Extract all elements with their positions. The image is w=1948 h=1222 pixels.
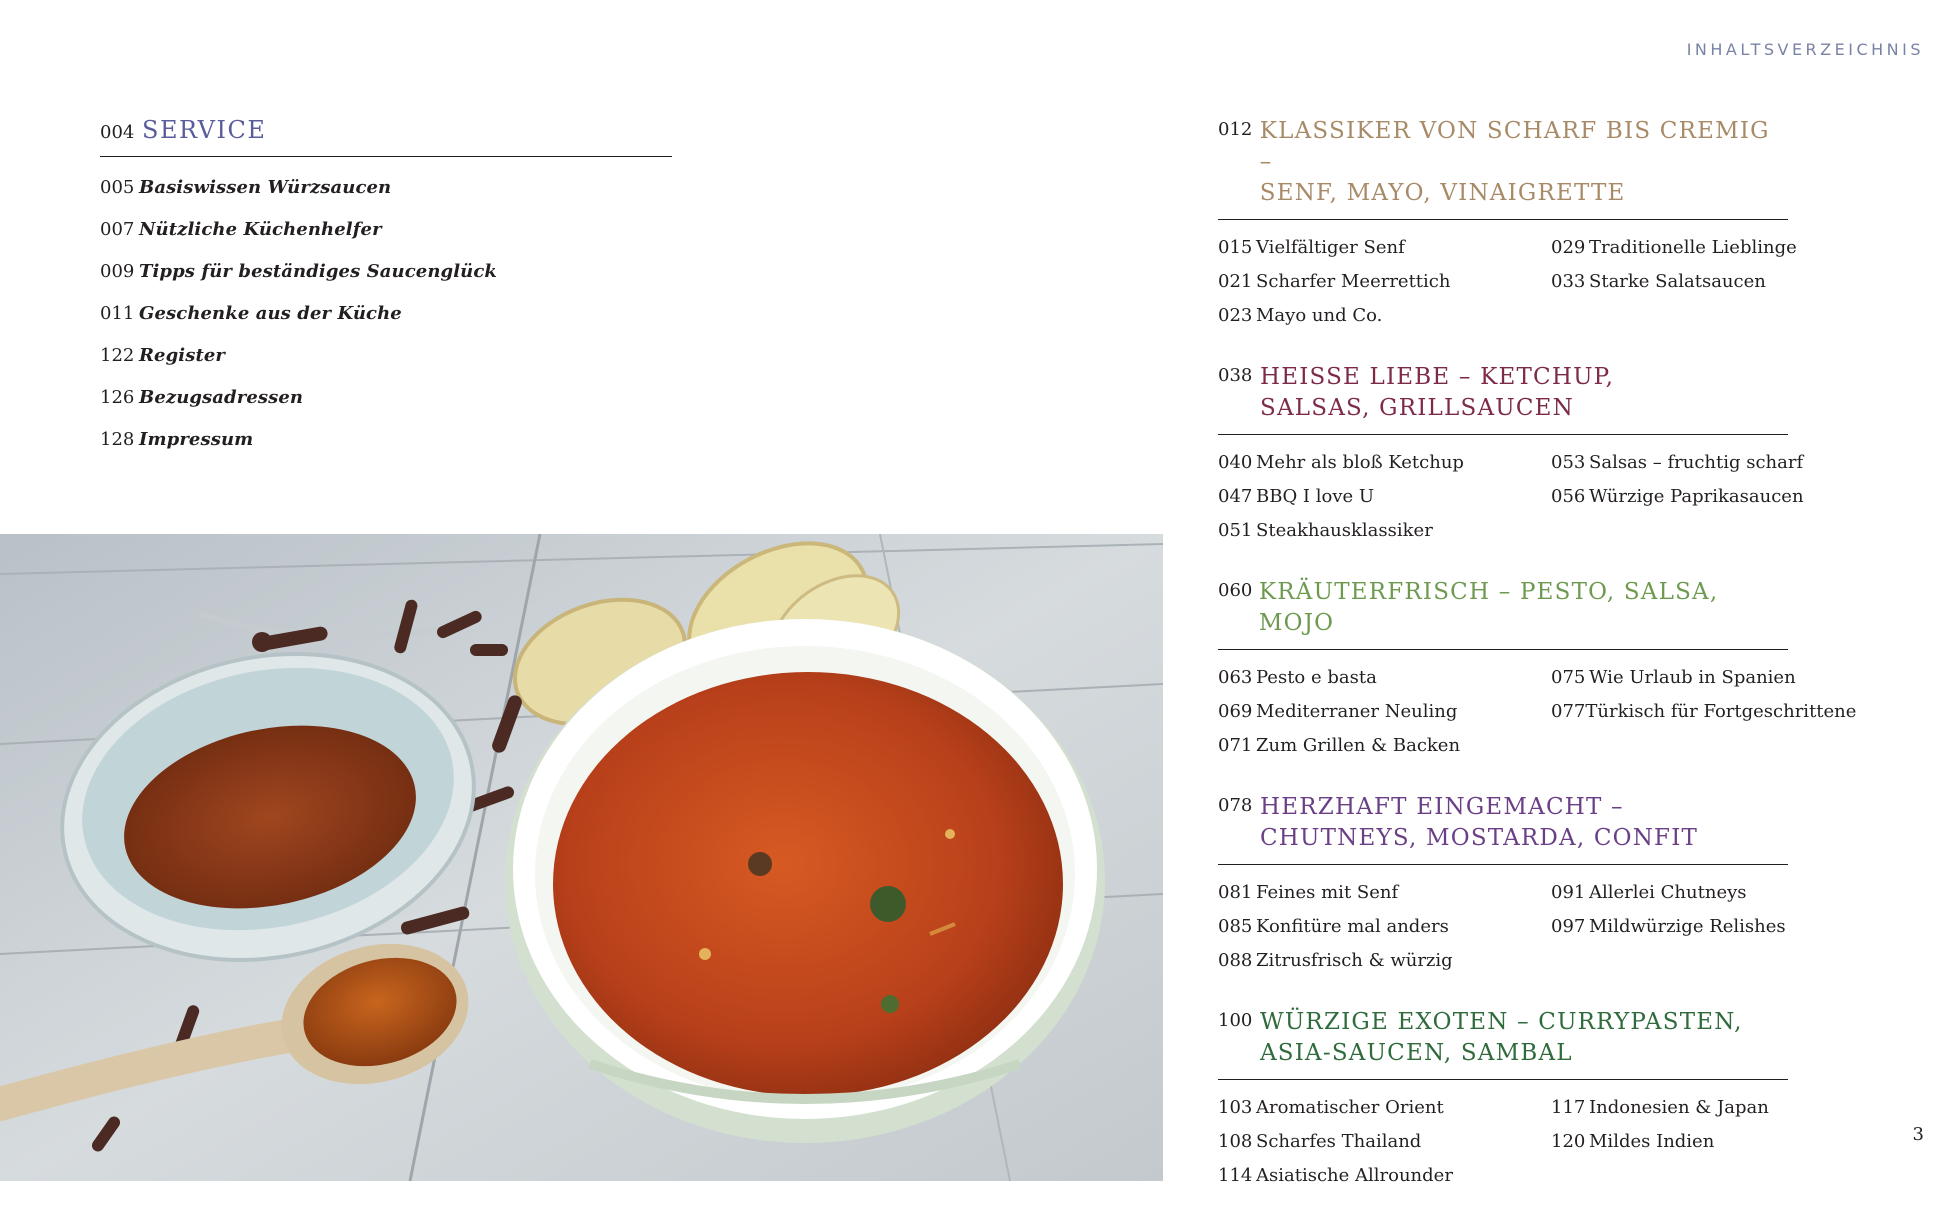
entry-page: 047 bbox=[1218, 485, 1253, 507]
entry-page: 015 bbox=[1218, 236, 1253, 258]
entry-page: 056 bbox=[1551, 485, 1586, 507]
service-section bbox=[100, 116, 672, 471]
chapter-heading[interactable] bbox=[1218, 1007, 1788, 1080]
entry-label: Mildwürzige Relishes bbox=[1589, 915, 1786, 937]
entry-label: Würzige Paprikasaucen bbox=[1589, 485, 1804, 507]
entry-page: 103 bbox=[1218, 1096, 1253, 1118]
service-item-label: Bezugsadressen bbox=[139, 387, 304, 408]
service-item-label: Nützliche Küchenhelfer bbox=[139, 219, 382, 240]
chapter-entry[interactable] bbox=[1218, 1124, 1551, 1158]
entry-page: 108 bbox=[1218, 1130, 1253, 1152]
chapter-title bbox=[1259, 577, 1788, 639]
entry-label: Aromatischer Orient bbox=[1256, 1096, 1444, 1118]
chapter-entries bbox=[1218, 1090, 1918, 1192]
chapter bbox=[1218, 116, 1918, 332]
chapter-title-line: KLASSIKER VON SCHARF BIS CREMIG – bbox=[1259, 118, 1770, 175]
service-item-page: 011 bbox=[100, 303, 135, 324]
service-heading bbox=[100, 116, 672, 157]
service-list bbox=[100, 177, 672, 471]
chapter-entries bbox=[1218, 230, 1918, 332]
entry-label: Steakhausklassiker bbox=[1256, 519, 1433, 541]
entry-page: 097 bbox=[1551, 915, 1586, 937]
entry-label: Türkisch für Fortgeschrittene bbox=[1585, 700, 1857, 722]
chapter-entry[interactable] bbox=[1218, 728, 1551, 762]
entry-label: Zitrusfrisch & würzig bbox=[1256, 949, 1453, 971]
running-head: INHALTSVERZEICHNIS bbox=[1686, 40, 1924, 59]
service-title: SERVICE bbox=[142, 116, 267, 144]
chapter-entry[interactable] bbox=[1218, 694, 1551, 728]
entry-page: 053 bbox=[1551, 451, 1586, 473]
chapter-heading[interactable] bbox=[1218, 362, 1788, 435]
chapter-entry[interactable] bbox=[1551, 479, 1851, 513]
service-item-page: 122 bbox=[100, 345, 135, 366]
chapter-entry[interactable] bbox=[1551, 445, 1851, 479]
entry-page: 114 bbox=[1218, 1164, 1253, 1186]
chapter-entry[interactable] bbox=[1218, 875, 1551, 909]
chapter-page-number: 078 bbox=[1218, 795, 1253, 816]
entry-label: Traditionelle Lieblinge bbox=[1589, 236, 1797, 258]
chapter-entry[interactable] bbox=[1218, 479, 1551, 513]
chapter-title-line: HERZHAFT EINGEMACHT – bbox=[1260, 794, 1624, 820]
entry-label: Mehr als bloß Ketchup bbox=[1256, 451, 1464, 473]
service-item-label: Tipps für beständiges Saucenglück bbox=[139, 261, 497, 282]
entry-label: Mildes Indien bbox=[1589, 1130, 1715, 1152]
chapter-title-line: CHUTNEYS, MOSTARDA, CONFIT bbox=[1260, 825, 1699, 851]
entry-page: 029 bbox=[1551, 236, 1586, 258]
chapter-heading[interactable] bbox=[1218, 792, 1788, 865]
service-item[interactable] bbox=[100, 261, 672, 303]
service-item-label: Basiswissen Würzsaucen bbox=[139, 177, 392, 198]
chapter-title-line: KRÄUTERFRISCH – PESTO, SALSA, MOJO bbox=[1258, 579, 1719, 636]
entry-label: Allerlei Chutneys bbox=[1589, 881, 1747, 903]
entry-page: 063 bbox=[1218, 666, 1253, 688]
service-item-page: 009 bbox=[100, 261, 135, 282]
chapter-entry[interactable] bbox=[1551, 230, 1851, 264]
entry-label: Konfitüre mal anders bbox=[1256, 915, 1449, 937]
chapter-page-number: 012 bbox=[1218, 119, 1253, 140]
service-item-page: 128 bbox=[100, 429, 135, 450]
chapter-entry[interactable] bbox=[1551, 694, 1857, 728]
service-item-label: Impressum bbox=[139, 429, 254, 450]
service-item[interactable] bbox=[100, 429, 672, 471]
chapter-entry[interactable] bbox=[1218, 298, 1551, 332]
page-number: 3 bbox=[1912, 1124, 1924, 1145]
chapter bbox=[1218, 577, 1918, 762]
entry-label: Feines mit Senf bbox=[1256, 881, 1399, 903]
chapter-title bbox=[1260, 1007, 1743, 1069]
entry-page: 071 bbox=[1218, 734, 1253, 756]
entry-page: 088 bbox=[1218, 949, 1253, 971]
chapter-entry[interactable] bbox=[1551, 660, 1851, 694]
chapter-page-number: 100 bbox=[1218, 1010, 1253, 1031]
entry-label: Scharfer Meerrettich bbox=[1256, 270, 1451, 292]
entry-page: 023 bbox=[1218, 304, 1253, 326]
service-item[interactable] bbox=[100, 303, 672, 345]
chapter-title-line: ASIA-SAUCEN, SAMBAL bbox=[1260, 1040, 1573, 1066]
entry-label: Asiatische Allrounder bbox=[1256, 1164, 1453, 1186]
service-item[interactable] bbox=[100, 387, 672, 429]
entry-page: 033 bbox=[1551, 270, 1586, 292]
entry-page: 051 bbox=[1218, 519, 1253, 541]
service-item-page: 007 bbox=[100, 219, 135, 240]
chapter-entry[interactable] bbox=[1551, 264, 1851, 298]
chapter-entry[interactable] bbox=[1218, 660, 1551, 694]
entry-label: Mayo und Co. bbox=[1256, 304, 1383, 326]
entry-label: Starke Salatsaucen bbox=[1589, 270, 1766, 292]
entry-label: Mediterraner Neuling bbox=[1256, 700, 1458, 722]
entry-label: Scharfes Thailand bbox=[1256, 1130, 1422, 1152]
service-page-number: 004 bbox=[100, 122, 135, 143]
chapter-heading[interactable] bbox=[1218, 577, 1788, 650]
chapter-page-number: 060 bbox=[1218, 580, 1253, 601]
chapter-list bbox=[1218, 116, 1918, 1222]
chapter-entry[interactable] bbox=[1218, 909, 1551, 943]
chapter-entry[interactable] bbox=[1218, 1158, 1551, 1192]
chapter bbox=[1218, 362, 1918, 547]
chapter-heading[interactable] bbox=[1218, 116, 1788, 220]
entry-label: BBQ I love U bbox=[1256, 485, 1375, 507]
chapter-entry[interactable] bbox=[1551, 909, 1851, 943]
chapter-entry[interactable] bbox=[1551, 875, 1851, 909]
chapter-entries bbox=[1218, 660, 1918, 762]
entry-page: 120 bbox=[1551, 1130, 1586, 1152]
service-item[interactable] bbox=[100, 177, 672, 219]
chapter-entries bbox=[1218, 875, 1918, 977]
entry-label: Pesto e basta bbox=[1256, 666, 1377, 688]
service-item-page: 126 bbox=[100, 387, 135, 408]
service-item-page: 005 bbox=[100, 177, 135, 198]
chapter bbox=[1218, 792, 1918, 977]
service-item-label: Geschenke aus der Küche bbox=[139, 303, 402, 324]
entry-page: 085 bbox=[1218, 915, 1253, 937]
entry-page: 021 bbox=[1218, 270, 1253, 292]
entry-page: 091 bbox=[1551, 881, 1586, 903]
food-photo bbox=[0, 534, 1163, 1181]
entry-page: 075 bbox=[1551, 666, 1586, 688]
entry-label: Vielfältiger Senf bbox=[1256, 236, 1405, 258]
service-item[interactable] bbox=[100, 345, 672, 387]
chapter-entry[interactable] bbox=[1218, 230, 1551, 264]
entry-page: 040 bbox=[1218, 451, 1253, 473]
chapter-entry[interactable] bbox=[1218, 943, 1551, 977]
entry-page: 081 bbox=[1218, 881, 1253, 903]
entry-label: Zum Grillen & Backen bbox=[1256, 734, 1461, 756]
chapter-title bbox=[1260, 362, 1614, 424]
chapter-title-line: HEISSE LIEBE – KETCHUP, bbox=[1260, 364, 1615, 390]
chapter-title bbox=[1260, 116, 1788, 209]
chapter-title-line: SALSAS, GRILLSAUCEN bbox=[1260, 395, 1574, 421]
chapter-title-line: WÜRZIGE EXOTEN – CURRYPASTEN, bbox=[1260, 1009, 1743, 1035]
chapter-title-line: SENF, MAYO, VINAIGRETTE bbox=[1259, 180, 1626, 206]
service-item-label: Register bbox=[139, 345, 226, 366]
entry-page: 077 bbox=[1551, 700, 1586, 722]
chapter-entry[interactable] bbox=[1218, 445, 1551, 479]
chapter-entry[interactable] bbox=[1551, 1090, 1851, 1124]
chapter-entries bbox=[1218, 445, 1918, 547]
chapter-page-number: 038 bbox=[1218, 365, 1253, 386]
entry-label: Salsas – fruchtig scharf bbox=[1589, 451, 1804, 473]
chapter-entry[interactable] bbox=[1218, 513, 1551, 547]
chapter-entry[interactable] bbox=[1218, 1090, 1551, 1124]
entry-label: Wie Urlaub in Spanien bbox=[1589, 666, 1796, 688]
entry-label: Indonesien & Japan bbox=[1589, 1096, 1769, 1118]
chapter-title bbox=[1260, 792, 1698, 854]
chapter bbox=[1218, 1007, 1918, 1192]
entry-page: 117 bbox=[1551, 1096, 1586, 1118]
entry-page: 069 bbox=[1218, 700, 1253, 722]
chapter-entry[interactable] bbox=[1551, 1124, 1851, 1158]
chapter-entry[interactable] bbox=[1218, 264, 1551, 298]
service-item[interactable] bbox=[100, 219, 672, 261]
